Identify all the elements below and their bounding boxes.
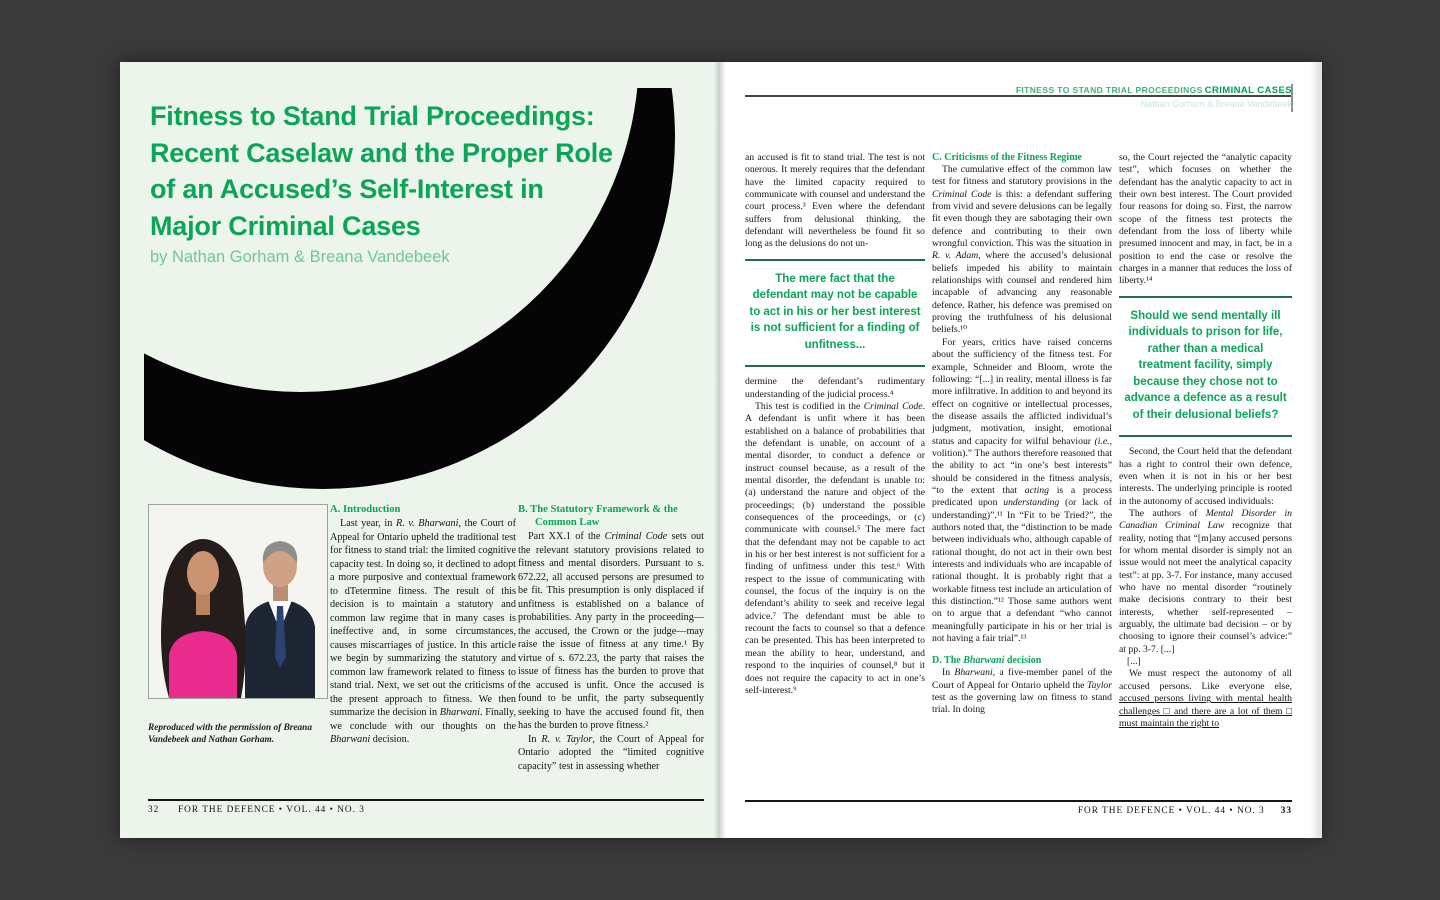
journal-title: FOR THE DEFENCE • VOL. 44 • NO. 3 <box>1077 806 1265 816</box>
running-title: FITNESS TO STAND TRIAL PROCEEDINGS <box>1015 85 1203 95</box>
paragraph: For years, critics have raised concerns about the sufficiency of the fitness test. For example, Schneider and Bloom, wrote the following: “[...] in reality, mental illness is far more infiltrative. In addition to and beyond its effect on cognitive or intellectual processes, the disease assails the afflicted individual’s judgment, motivation, insight, emotional status and capacity for wilful behaviour (i.e., volition).” The authors therefore reasoned that the ability to act “in one’s best interests” should be considered in the fitness analysis, “to the extent that acting is a process predicated upon understanding (or lack of understanding)”.¹¹ In “Fit to be Tried?”, the authors noted that, the “distinction to be made between individuals who, although capable of rational thought, do not act in their own best interests and individuals who are incapable of rational thought. It is probably right that a workable fitness test include an articulation of this distinction.”¹² Those same authors went on to argue that a defendant “who cannot meaningfully participate in his or her trial is not having a fair trial”.¹³ <box>932 336 1112 645</box>
page-right <box>720 62 1322 838</box>
ellipsis-line: [...] <box>1127 656 1141 668</box>
paragraph: We must respect the autonomy of all accused persons. Like everyone else, accused persons living with mental health challenges □ and there are a lot of them □ must maintain the right to <box>1119 668 1292 729</box>
column-1 <box>745 152 925 797</box>
paragraph: so, the Court rejected the “analytic capacity test”, which focuses on whether the defendant has the analytic capacity to act in their own best interest. The Court provided four reasons for doing so. First, the narrow scope of the fitness test protects the defendant from the loss of liberty while presumed innocent and may, in fact, be in a position to end the case or resolve the charges in a manner that reduces the loss of liberty.¹⁴ <box>1119 152 1292 287</box>
footer-right <box>745 800 1292 816</box>
magazine-spread <box>120 62 1320 838</box>
section-a-heading: A. Introduction <box>330 504 401 515</box>
page-left <box>120 62 720 838</box>
authors-photo-illustration <box>149 505 327 698</box>
byline: by Nathan Gorham & Breana Vandebeek <box>150 248 450 266</box>
section-a-body: Last year, in R. v. Bharwani, the Court of Appeal for Ontario upheld the traditional test for fitness to stand trial: the limited cognitive capacity test. In doing so, it declined to adopt a more purposive and contextual framework to dTetermine fitness. The result of this decision is to maintain a statutory and common law regime that in many cases is ineffective and, in some circumstances, causes miscarriages of justice. In this article we begin by summarizing the statutory and common law framework related to fitness to stand trial. Next, we set out the criticisms of the present approach to fitness. We then summarize the decision in Bharwani. Finally, we conclude with our thoughts on the Bharwani decision. <box>330 518 516 745</box>
running-header <box>745 80 1292 98</box>
paragraph: This test is codified in the Criminal Code. A defendant is unfit where it has been established on a balance of probabilities that the defendant is unable, on account of a mental disorder, to conduct a defence or instruct counsel because, as a result of the mental disorder, the defendant is unable to: (a) understand the nature and object of the proceedings; (b) understand the possible consequences of the proceedings, or (c) communicate with counsel.⁵ The mere fact that the defendant may not be capable to act in his or her best interest is not sufficient for a finding of unfitness under this test.⁶ With respect to the issue of communicating with counsel, the focus of the inquiry is on the defendant’s ability to seek and receive legal advice.⁷ The defendant must be able to recount the facts to counsel so that a defence can be presented. This has been interpreted to mean the ability to hear, understand, and respond to the inquiries of counsel,⁸ but it does not require the capacity to act in one’s self-interest.⁹ <box>745 400 925 696</box>
page-edge-shade <box>1310 62 1320 838</box>
journal-title: FOR THE DEFENCE • VOL. 44 • NO. 3 <box>178 805 365 815</box>
photo-of-authors <box>148 504 328 699</box>
column-b <box>518 504 704 796</box>
page-gutter <box>714 62 726 838</box>
photo-caption: Reproduced with the permission of Breana Vandebeek and Nathan Gorham. <box>148 723 313 745</box>
paragraph: dermine the defendant’s rudimentary understanding of the judicial process.⁴ <box>745 376 925 400</box>
section-b-paragraph: In R. v. Taylor, the Court of Appeal for Ontario adopted the “limited cognitive capacity” test in assessing whether <box>518 733 704 772</box>
page-number: 32 <box>148 805 160 815</box>
footer-left <box>148 799 704 815</box>
section-b-heading: B. The Statutory Framework & the <box>518 504 678 515</box>
section-b-paragraph: Part XX.1 of the Criminal Code sets out the relevant statutory provisions related to fitness and mental disorders. Pursuant to s. 672.22, all accused persons are presumed to be fit. This presumption is only displaced if unfitness is established on a balance of probabilities. Any party in the proceeding—the accused, the Crown or the judge—may raise the issue of fitness at any time.¹ By virtue of s. 672.23, the party that raises the issue of fitness has the burden to prove that the accused is unfit. Once the accused is found to be unfit, the party subsequently seeking to have the accused found fit, then has the burden to prove fitness.² <box>518 531 704 731</box>
section-c-heading: C. Criticisms of the Fitness Regime <box>932 152 1082 163</box>
pull-quote-1: The mere fact that the defendant may not be capable to act in his or her best interest is not sufficient for a finding of unfitness... <box>745 259 925 368</box>
pull-quote-2: Should we send mentally ill individuals to prison for life, rather than a medical treatment facility, simply because they chose not to advance a defence as a result of their delusional beliefs? <box>1119 296 1292 438</box>
title-line: Recent Caselaw and the Proper Role <box>150 137 613 168</box>
column-a <box>330 504 516 796</box>
column-2 <box>932 152 1112 797</box>
paragraph: Second, the Court held that the defendant has a right to control their own defence, even when it is not in his or her best interests. The underlying principle is rooted in the autonomy of accused individuals: <box>1119 446 1292 507</box>
section-b-heading-line2: Common Law <box>535 517 600 528</box>
article-title <box>150 98 670 244</box>
section-d-heading: D. The Bharwani decision <box>932 655 1042 667</box>
paragraph: The authors of Mental Disorder in Canadian Criminal Law recognize that reality, noting that “[m]any accused persons for whom mental disorder is simply not an issue would not meet the analytical capacity test”: at pp. 3-7. For instance, many accused who have no mental disorder “routinely make decisions contrary to their best interests, whether self-represented – arguably, the ultimate bad decision – or by choosing to ignore their counsel’s advice:” at pp. 3-7. [...] <box>1119 508 1292 655</box>
title-line: Major Criminal Cases <box>150 210 421 241</box>
paragraph: an accused is fit to stand trial. The test is not onerous. It merely requires that the defendant have the limited capacity required to communicate with counsel and understand the court process.³ Even where the defendant suffers from delusional thinking, the defendant will nevertheless be found fit so long as the delusions do not un- <box>745 152 925 250</box>
paragraph: The cumulative effect of the common law test for fitness and statutory provisions in the Criminal Code is this: a defendant suffering from vivid and severe delusions can be legally fit even though they are sabotaging their own defence and contributing to their own wrongful conviction. This was the situation in R. v. Adam, where the accused’s delusional beliefs impeded his ability to maintain relationships with counsel and rendered him incapable of advancing any reasonable defence. Rather, his defence was premised on proving the truthfulness of his delusional beliefs.¹⁰ <box>932 164 1112 336</box>
page-number: 33 <box>1280 806 1292 816</box>
running-section: CRIMINAL CASES <box>1204 85 1292 96</box>
title-line: Fitness to Stand Trial Proceedings: <box>150 101 595 131</box>
column-3 <box>1119 152 1292 797</box>
running-authors: Nathan Gorham & Breana Vandebeek <box>1140 99 1292 109</box>
title-line: of an Accused’s Self-Interest in <box>150 174 544 204</box>
paragraph: In Bharwani, a five-member panel of the Court of Appeal for Ontario upheld the Taylor test as the governing law on fitness to stand trial. In doing <box>932 667 1112 716</box>
